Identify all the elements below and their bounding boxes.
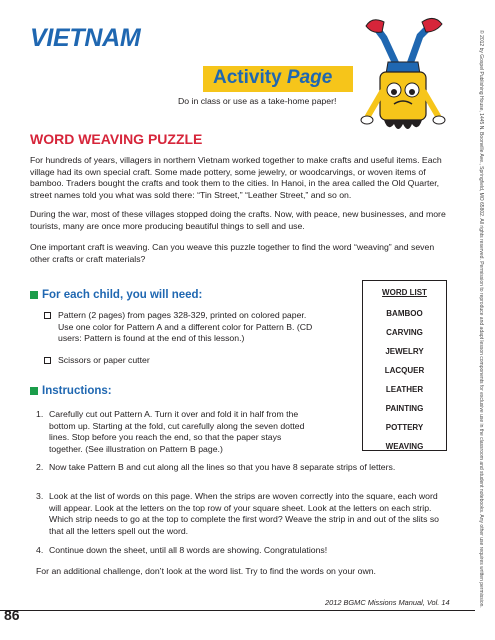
instructions-heading: Instructions:: [30, 385, 112, 397]
activity-page-word: Page: [286, 67, 333, 88]
word-list-item: CARVING: [386, 328, 423, 337]
intro-paragraph: For hundreds of years, villagers in northern Vietnam worked together to make crafts and useful items. Each village had its own special craft. Some made pottery, some jewelry, or woodcarvings, or woven items of bamboo. Traders bought the crafts and took them to the cities. In Hanoi, in the area called the Old Quarter, street names told you what was sold there: “Tin Street,” “Leather Street,” and so on.: [30, 155, 442, 200]
instruction-step: 4. Continue down the sheet, until all 8 words are showing. Congratulations!: [36, 545, 328, 555]
word-list-heading: WORD LIST: [382, 288, 427, 297]
materials-heading: For each child, you will need:: [30, 289, 202, 301]
word-list-box: [362, 280, 447, 451]
instruction-step: 1. Carefully cut out Pattern A. Turn it over and fold it in half from the bottom up. Starting at the fold, cut carefully along the seven dotted lines. Stop before you reach the end, so that the paper stays together. (See illustration on Pattern B page.): [36, 409, 305, 454]
copyright-notice: © 2012 by Gospel Publishing House, 1445 N. Boonville Ave., Springfield, MO 65802. All rights reserved. Permission to reproduce and adapt lesson components for exclusive use in the classroom and student notebooks. Any other use requires written permission.: [478, 30, 484, 608]
page-title: VIETNAM: [30, 24, 141, 52]
banner-subtitle: Do in class or use as a take-home paper!: [178, 96, 337, 106]
footer-divider: [0, 610, 475, 611]
word-list-item: POTTERY: [385, 423, 424, 432]
word-list-item: LACQUER: [384, 366, 425, 375]
word-list-item: WEAVING: [385, 442, 424, 451]
word-list-item: BAMBOO: [386, 309, 423, 318]
intro-paragraph: During the war, most of these villages stopped doing the crafts. Now, with peace, new businesses, and more tourists, many are once more producing beautiful things to sell and use.: [30, 209, 446, 231]
intro-paragraph: One important craft is weaving. Can you weave this puzzle together to find the word “weaving” and seven other crafts or craft materials?: [30, 242, 435, 264]
materials-item: Pattern (2 pages) from pages 328-329, printed on colored paper. Use one color for Pattern A and a different color for Pattern B. (CD users: Pattern is found at the end of this lesson.): [44, 310, 318, 345]
activity-page-banner: [203, 66, 353, 92]
instruction-step: 3. Look at the list of words on this page. When the strips are woven correctly into the square, each word will appear. Look at the letters on the top row of your square sheet. Look at the letters on each strip. Which strip needs to go at the top to complete the first word? Weave the strip in and out of the slits so that all the letters spell out the word.: [36, 491, 440, 536]
instruction-step: 2. Now take Pattern B and cut along all the lines so that you have 8 separate strips of letters.: [36, 462, 396, 472]
word-list-item: PAINTING: [385, 404, 424, 413]
materials-item: Scissors or paper cutter: [44, 355, 318, 367]
page-number: 86: [4, 607, 20, 623]
checkbox-square-icon: [44, 312, 51, 319]
green-square-bullet-icon: [30, 291, 38, 299]
manual-footer: 2012 BGMC Missions Manual, Vol. 14: [325, 598, 450, 607]
checkbox-square-icon: [44, 357, 51, 364]
word-list-item: LEATHER: [385, 385, 424, 394]
green-square-bullet-icon: [30, 387, 38, 395]
word-list-item: JEWELRY: [385, 347, 424, 356]
additional-challenge: For an additional challenge, don’t look at the word list. Try to find the words on your own.: [36, 566, 376, 576]
activity-word: Activity: [213, 67, 282, 88]
mascot-illustration: [358, 12, 448, 142]
section-title: WORD WEAVING PUZZLE: [30, 131, 203, 147]
